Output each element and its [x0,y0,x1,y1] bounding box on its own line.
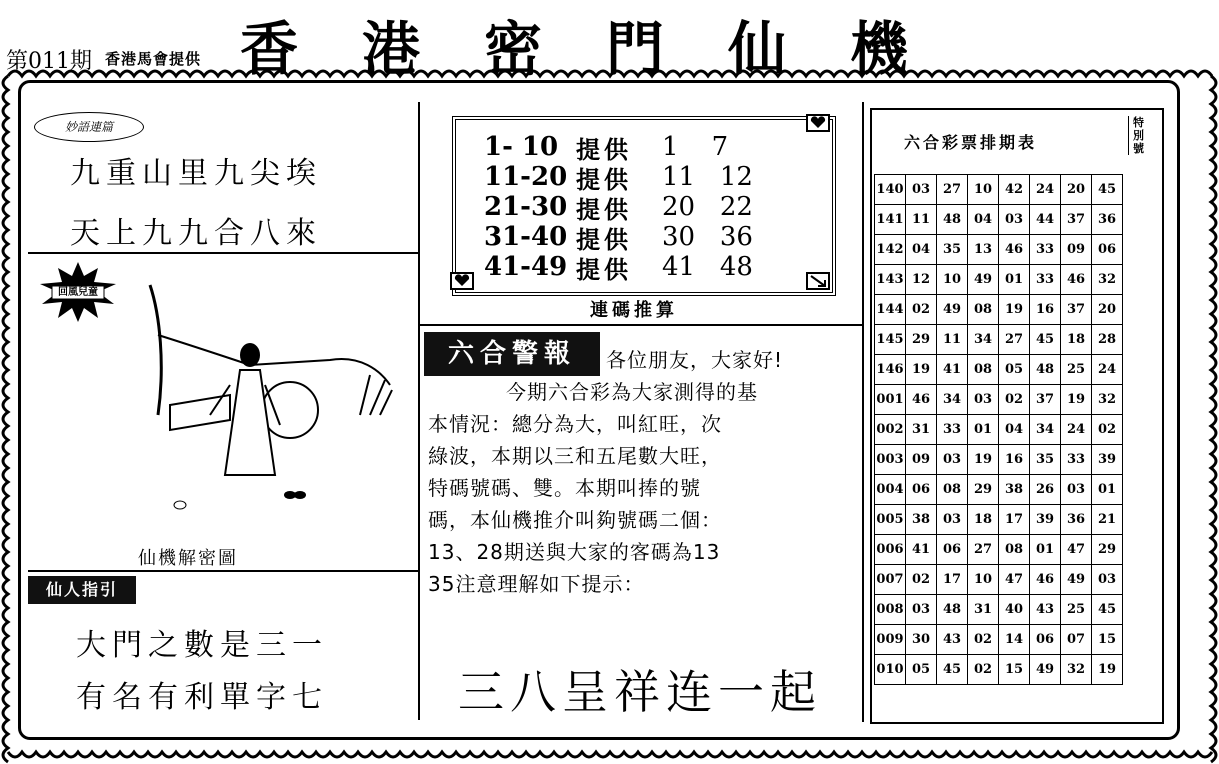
issue-cell: 142 [875,235,906,265]
range-row [484,132,753,162]
table-row [875,565,1123,595]
table-row [875,625,1123,655]
table-row [875,235,1123,265]
number-cell: 49 [937,295,968,325]
range-row [484,192,753,222]
number-cell: 02 [968,625,999,655]
number-cell: 02 [968,655,999,685]
range-label: 提供 [576,255,632,284]
table-row [875,475,1123,505]
range-row [484,162,753,192]
table-row [875,385,1123,415]
number-cell: 19 [1092,655,1123,685]
number-cell: 14 [999,625,1030,655]
number-cell: 01 [1030,535,1061,565]
range-label: 提供 [576,135,632,164]
corner-arrow-icon [806,272,830,290]
number-cell: 45 [937,655,968,685]
number-cell: 48 [937,595,968,625]
number-cell: 04 [968,205,999,235]
range-span: 1- 10 [484,132,559,162]
number-cell: 49 [968,265,999,295]
number-cell: 10 [968,175,999,205]
alert-line: 碼，本仙機推介叫夠號碼二個： [428,508,722,532]
issue-number: 第011期 [6,49,92,74]
issue-cell: 144 [875,295,906,325]
number-cell: 29 [1092,535,1123,565]
alert-line: 本情況：總分為大，叫紅旺，次 [428,412,722,436]
number-cell: 21 [1092,505,1123,535]
number-cell: 12 [906,265,937,295]
range-numbers: 41 48 [662,252,753,282]
number-cell: 17 [937,565,968,595]
burst-badge-label: 回風兒童 [58,287,98,298]
number-cell: 03 [1092,565,1123,595]
alert-line: 35注意理解如下提示： [428,572,645,596]
range-row [484,222,753,252]
number-cell: 03 [968,385,999,415]
schedule-table [874,174,1123,685]
number-cell: 04 [906,235,937,265]
number-cell: 37 [1030,385,1061,415]
number-cell: 10 [937,265,968,295]
poem-badge: 妙語連篇 [34,112,144,142]
poem-line-1: 九重山里九尖埃 [70,156,322,191]
number-cell: 05 [999,355,1030,385]
number-cell: 06 [906,475,937,505]
schedule-title: 六合彩票排期表 [904,133,1038,152]
table-row [875,445,1123,475]
number-cell: 01 [968,415,999,445]
range-numbers: 11 12 [662,162,753,192]
guide-header: 仙人指引 [28,576,136,604]
number-cell: 31 [906,415,937,445]
issue-cell: 008 [875,595,906,625]
number-cell: 19 [968,445,999,475]
table-row [875,355,1123,385]
number-cell: 40 [999,595,1030,625]
number-cell: 28 [1092,325,1123,355]
alert-header: 六合警報 [424,332,600,376]
number-cell: 39 [1030,505,1061,535]
page-title: 香港密門仙機 [240,15,973,83]
range-span: 31-40 [484,222,568,252]
number-cell: 32 [1061,655,1092,685]
range-row [484,252,753,282]
number-cell: 24 [1061,415,1092,445]
range-label: 提供 [576,225,632,254]
number-cell: 11 [906,205,937,235]
number-cell: 05 [906,655,937,685]
number-cell: 34 [937,385,968,415]
number-cell: 13 [968,235,999,265]
range-label: 提供 [576,195,632,224]
number-cell: 37 [1061,205,1092,235]
number-cell: 07 [1061,625,1092,655]
number-cell: 08 [937,475,968,505]
number-cell: 25 [1061,595,1092,625]
number-cell: 09 [1061,235,1092,265]
number-cell: 29 [906,325,937,355]
number-cell: 08 [968,355,999,385]
number-cell: 27 [968,535,999,565]
number-cell: 45 [1092,175,1123,205]
number-cell: 03 [937,445,968,475]
number-cell: 01 [1092,475,1123,505]
number-cell: 36 [1061,505,1092,535]
number-cell: 48 [937,205,968,235]
number-cell: 19 [1061,385,1092,415]
table-row [875,295,1123,325]
alert-line: 13、28期送與大家的客碼為13 [428,540,721,564]
number-cell: 20 [1061,175,1092,205]
number-cell: 20 [1092,295,1123,325]
number-cell: 46 [999,235,1030,265]
number-cell: 45 [1030,325,1061,355]
range-numbers: 30 36 [662,222,753,252]
issue-cell: 002 [875,415,906,445]
issue-cell: 145 [875,325,906,355]
number-cell: 02 [999,385,1030,415]
issue-cell: 004 [875,475,906,505]
number-cell: 49 [1061,565,1092,595]
issue-cell: 146 [875,355,906,385]
number-cell: 34 [1030,415,1061,445]
number-cell: 03 [906,595,937,625]
number-cell: 43 [1030,595,1061,625]
number-cell: 35 [1030,445,1061,475]
number-cell: 08 [999,535,1030,565]
number-cell: 02 [906,295,937,325]
number-cell: 08 [968,295,999,325]
issue-cell: 001 [875,385,906,415]
number-cell: 03 [937,505,968,535]
alert-line: 今期六合彩為大家測得的基 [506,380,758,404]
number-cell: 47 [999,565,1030,595]
number-cell: 27 [937,175,968,205]
burst-badge [38,262,118,322]
number-cell: 27 [999,325,1030,355]
number-cell: 24 [1092,355,1123,385]
guide-line-1: 大門之數是三一 [76,628,328,663]
number-cell: 33 [1030,235,1061,265]
number-cell: 17 [999,505,1030,535]
number-cell: 29 [968,475,999,505]
issue-cell: 005 [875,505,906,535]
number-cell: 06 [1092,235,1123,265]
alert-line: 綠波，本期以三和五尾數大旺， [428,444,722,468]
number-cell: 16 [1030,295,1061,325]
issue-cell: 010 [875,655,906,685]
number-cell: 03 [999,205,1030,235]
number-cell: 46 [1061,265,1092,295]
number-cell: 03 [906,175,937,205]
corner-heart-icon [450,272,474,290]
number-cell: 26 [1030,475,1061,505]
number-cell: 30 [906,625,937,655]
number-cell: 01 [999,265,1030,295]
number-cell: 49 [1030,655,1061,685]
number-cell: 32 [1092,265,1123,295]
number-cell: 15 [999,655,1030,685]
number-cell: 43 [937,625,968,655]
schedule-side-label: 特別號 [1128,116,1149,155]
illustration-caption: 仙機解密圖 [138,548,238,569]
ranges-list [484,132,753,282]
range-numbers: 1 7 [662,132,729,162]
number-cell: 48 [1030,355,1061,385]
number-cell: 18 [1061,325,1092,355]
slogan: 三八呈祥连一起 [458,665,822,719]
number-cell: 06 [1030,625,1061,655]
number-cell: 24 [1030,175,1061,205]
table-row [875,505,1123,535]
number-cell: 25 [1061,355,1092,385]
schedule-divider [862,102,864,722]
issue-cell: 006 [875,535,906,565]
number-cell: 04 [999,415,1030,445]
number-cell: 15 [1092,625,1123,655]
number-cell: 34 [968,325,999,355]
number-cell: 41 [937,355,968,385]
number-cell: 41 [906,535,937,565]
provider-label: 香港馬會提供 [105,50,202,68]
number-cell: 47 [1061,535,1092,565]
number-cell: 31 [968,595,999,625]
range-label: 提供 [576,165,632,194]
table-row [875,205,1123,235]
number-cell: 38 [999,475,1030,505]
range-span: 11-20 [484,162,568,192]
number-cell: 09 [906,445,937,475]
number-cell: 19 [999,295,1030,325]
issue-cell: 007 [875,565,906,595]
ranges-caption: 連碼推算 [590,300,678,321]
number-cell: 42 [999,175,1030,205]
table-row [875,265,1123,295]
number-cell: 11 [937,325,968,355]
issue-cell: 143 [875,265,906,295]
range-numbers: 20 22 [662,192,753,222]
table-row [875,655,1123,685]
poem-line-2: 天上九九合八來 [70,216,322,251]
number-cell: 38 [906,505,937,535]
guide-line-2: 有名有利單字七 [76,680,328,715]
range-span: 21-30 [484,192,568,222]
number-cell: 02 [1092,415,1123,445]
number-cell: 33 [937,415,968,445]
table-row [875,535,1123,565]
issue-cell: 003 [875,445,906,475]
number-cell: 46 [1030,565,1061,595]
number-cell: 33 [1030,265,1061,295]
sage-drawing [130,275,400,515]
number-cell: 45 [1092,595,1123,625]
number-cell: 19 [906,355,937,385]
number-cell: 03 [1061,475,1092,505]
number-cell: 44 [1030,205,1061,235]
number-cell: 18 [968,505,999,535]
alert-body [428,376,848,600]
alert-divider [420,324,862,326]
number-cell: 16 [999,445,1030,475]
number-cell: 46 [906,385,937,415]
alert-greeting: 各位朋友，大家好! [606,348,784,372]
number-cell: 10 [968,565,999,595]
table-row [875,175,1123,205]
table-row [875,595,1123,625]
table-row [875,415,1123,445]
alert-line: 特碼號碼、雙。本期叫捧的號 [428,476,701,500]
issue-cell: 140 [875,175,906,205]
number-cell: 35 [937,235,968,265]
number-cell: 02 [906,565,937,595]
issue-cell: 141 [875,205,906,235]
number-cell: 33 [1061,445,1092,475]
number-cell: 39 [1092,445,1123,475]
number-cell: 37 [1061,295,1092,325]
range-span: 41-49 [484,252,568,282]
table-row [875,325,1123,355]
issue-cell: 009 [875,625,906,655]
corner-heart-icon [806,114,830,132]
number-cell: 36 [1092,205,1123,235]
number-cell: 32 [1092,385,1123,415]
number-cell: 06 [937,535,968,565]
